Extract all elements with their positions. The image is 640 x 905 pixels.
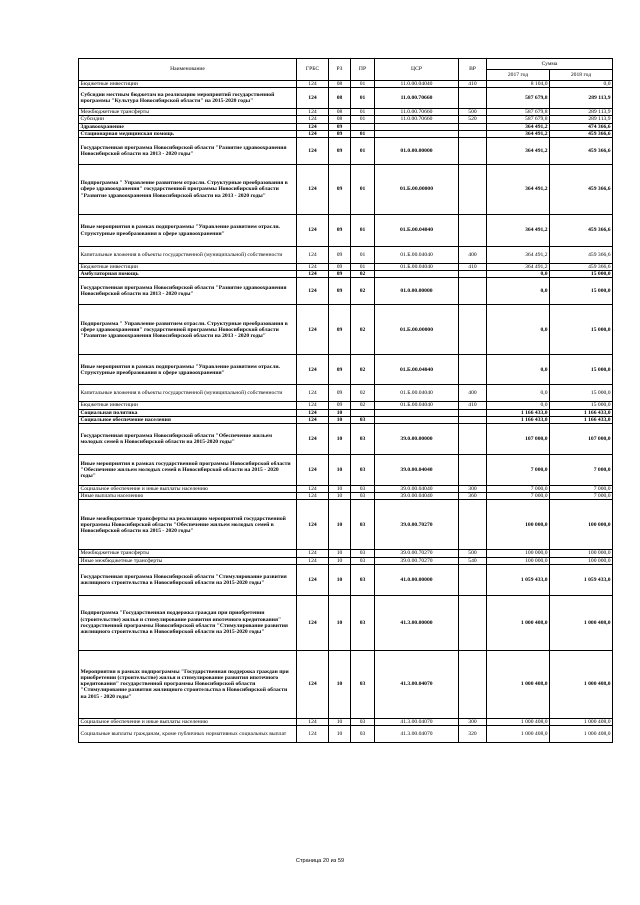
cell-sum-2017: 364 491,2 — [487, 165, 550, 215]
cell-grbs: 124 — [297, 278, 329, 305]
header-pr: ПР — [351, 59, 375, 81]
cell-pr: 03 — [351, 595, 375, 650]
cell-pr: 02 — [351, 355, 375, 385]
cell-csr: 01.Б.00.04040 — [375, 215, 459, 247]
cell-vr — [459, 424, 487, 455]
cell-name: Здравоохранение — [79, 123, 297, 130]
table-row — [79, 718, 613, 725]
cell-rz: 09 — [329, 130, 351, 137]
header-vr: ВР — [459, 59, 487, 81]
cell-csr: 41.3.00.04070 — [375, 726, 459, 743]
cell-vr: 360 — [459, 493, 487, 500]
cell-name: Иные мероприятия в рамках государственной программы Новосибирской области "Обеспечение жильем молодых семей в Новосибирской области на 2015 - 2020 годы" — [79, 455, 297, 486]
cell-sum-2018: 459 366,6 — [550, 264, 613, 271]
header-grbs: ГРБС — [297, 59, 329, 81]
cell-rz: 10 — [329, 557, 351, 564]
cell-grbs: 124 — [297, 557, 329, 564]
cell-csr: 39.0.00.04040 — [375, 455, 459, 486]
cell-csr: 01.0.00.00000 — [375, 138, 459, 165]
cell-grbs: 124 — [297, 271, 329, 278]
cell-grbs: 124 — [297, 385, 329, 402]
header-csr: ЦСР — [375, 59, 459, 81]
table-row — [79, 726, 613, 743]
table-row — [79, 81, 613, 88]
cell-csr: 39.0.00.70270 — [375, 550, 459, 557]
cell-pr: 02 — [351, 385, 375, 402]
cell-pr: 03 — [351, 726, 375, 743]
cell-sum-2018: 100 000,0 — [550, 550, 613, 557]
cell-rz: 09 — [329, 278, 351, 305]
cell-pr — [351, 123, 375, 130]
cell-rz: 10 — [329, 486, 351, 493]
cell-rz: 10 — [329, 500, 351, 550]
cell-csr: 11.0.00.04040 — [375, 81, 459, 88]
cell-name: Государственная программа Новосибирской области "Развитие здравоохранения Новосибирской области на 2013 - 2020 годы" — [79, 278, 297, 305]
cell-name: Субсидии местным бюджетам на реализацию мероприятий государственной программы "Культура Новосибирской области" на 2015-2020 годы" — [79, 88, 297, 109]
table-row — [79, 557, 613, 564]
table-row — [79, 247, 613, 264]
cell-sum-2018: 107 000,0 — [550, 424, 613, 455]
cell-rz: 10 — [329, 455, 351, 486]
table-row — [79, 424, 613, 455]
cell-rz: 08 — [329, 81, 351, 88]
cell-sum-2017: 7 000,0 — [487, 493, 550, 500]
table-row — [79, 88, 613, 109]
cell-pr: 03 — [351, 550, 375, 557]
cell-csr: 01.Б.00.04040 — [375, 385, 459, 402]
cell-sum-2018: 459 366,6 — [550, 247, 613, 264]
cell-name: Подпрограмма " Управление развитием отрасли. Структурные преобразования в сфере здравоохранения" государственной программы Новосибирской области "Развитие здравоохранения Новосибирской области на 2013 - 2020 годы" — [79, 165, 297, 215]
cell-vr — [459, 305, 487, 355]
cell-vr: 520 — [459, 116, 487, 123]
cell-grbs: 124 — [297, 88, 329, 109]
cell-rz: 10 — [329, 718, 351, 725]
cell-sum-2018: 15 000,0 — [550, 271, 613, 278]
cell-pr: 01 — [351, 81, 375, 88]
cell-name: Иные мероприятия в рамках подпрограммы "Управление развитием отрасли. Структурные преобразования в сфере здравоохранения" — [79, 355, 297, 385]
cell-vr: 300 — [459, 486, 487, 493]
cell-rz: 10 — [329, 493, 351, 500]
cell-grbs: 124 — [297, 416, 329, 423]
cell-pr: 03 — [351, 486, 375, 493]
cell-sum-2017: 0,0 — [487, 402, 550, 409]
header-year-2017: 2017 год — [487, 70, 550, 81]
cell-grbs: 124 — [297, 718, 329, 725]
cell-grbs: 124 — [297, 138, 329, 165]
cell-csr: 39.0.00.04040 — [375, 493, 459, 500]
cell-grbs: 124 — [297, 116, 329, 123]
header-name: Наименование — [79, 59, 297, 81]
cell-rz: 10 — [329, 650, 351, 718]
cell-sum-2018: 1 000 408,0 — [550, 726, 613, 743]
cell-sum-2017: 0,0 — [487, 355, 550, 385]
cell-vr — [459, 165, 487, 215]
cell-rz: 09 — [329, 305, 351, 355]
cell-vr — [459, 650, 487, 718]
cell-grbs: 124 — [297, 81, 329, 88]
cell-csr — [375, 123, 459, 130]
cell-pr: 01 — [351, 88, 375, 109]
cell-sum-2018: 459 366,6 — [550, 138, 613, 165]
table-row — [79, 138, 613, 165]
cell-csr — [375, 409, 459, 416]
cell-sum-2018: 100 000,0 — [550, 557, 613, 564]
cell-sum-2017: 587 679,8 — [487, 88, 550, 109]
cell-vr: 300 — [459, 718, 487, 725]
cell-vr — [459, 416, 487, 423]
table-row — [79, 564, 613, 595]
cell-pr: 03 — [351, 500, 375, 550]
cell-grbs: 124 — [297, 109, 329, 116]
cell-pr: 01 — [351, 138, 375, 165]
cell-sum-2018: 0,0 — [550, 81, 613, 88]
table-row — [79, 402, 613, 409]
table-row — [79, 650, 613, 718]
cell-name: Бюджетные инвестиции — [79, 264, 297, 271]
cell-sum-2018: 459 366,6 — [550, 215, 613, 247]
cell-name: Иные межбюджетные трансферты на реализацию мероприятий государственной программы Новосибирской области "Обеспечение жильем молодых семей в Новосибирской области на 2015 - 2020 годы" — [79, 500, 297, 550]
cell-csr: 01.0.00.00000 — [375, 278, 459, 305]
cell-pr: 03 — [351, 718, 375, 725]
cell-rz: 10 — [329, 409, 351, 416]
cell-name: Социальные выплаты гражданам, кроме публичных нормативных социальных выплат — [79, 726, 297, 743]
budget-table — [78, 58, 613, 743]
table-row — [79, 109, 613, 116]
cell-name: Социальная политика — [79, 409, 297, 416]
cell-rz: 09 — [329, 385, 351, 402]
cell-grbs: 124 — [297, 247, 329, 264]
cell-name: Государственная программа Новосибирской области "Стимулирование развития жилищного строительства в Новосибирской области на 2015-2020 годы" — [79, 564, 297, 595]
cell-pr: 02 — [351, 278, 375, 305]
cell-name: Социальное обеспечение и иные выплаты населению — [79, 718, 297, 725]
cell-sum-2018: 459 366,6 — [550, 130, 613, 137]
cell-vr — [459, 278, 487, 305]
cell-csr: 41.3.00.04070 — [375, 650, 459, 718]
cell-vr — [459, 123, 487, 130]
cell-grbs: 124 — [297, 564, 329, 595]
cell-name: Иные выплаты населению — [79, 493, 297, 500]
cell-grbs: 124 — [297, 500, 329, 550]
cell-vr — [459, 138, 487, 165]
cell-sum-2018: 1 000 408,0 — [550, 650, 613, 718]
cell-rz: 09 — [329, 264, 351, 271]
cell-sum-2017: 364 491,2 — [487, 123, 550, 130]
cell-sum-2017: 100 000,0 — [487, 550, 550, 557]
table-row — [79, 165, 613, 215]
cell-pr: 03 — [351, 455, 375, 486]
cell-rz: 09 — [329, 402, 351, 409]
cell-grbs: 124 — [297, 355, 329, 385]
cell-sum-2018: 1 000 408,0 — [550, 718, 613, 725]
cell-name: Государственная программа Новосибирской области "Развитие здравоохранения Новосибирской области на 2013 - 2020 годы" — [79, 138, 297, 165]
cell-vr — [459, 595, 487, 650]
table-row — [79, 550, 613, 557]
cell-rz: 09 — [329, 271, 351, 278]
cell-grbs: 124 — [297, 402, 329, 409]
cell-grbs: 124 — [297, 650, 329, 718]
cell-rz: 10 — [329, 564, 351, 595]
cell-vr: 500 — [459, 109, 487, 116]
cell-csr: 11.0.00.70660 — [375, 116, 459, 123]
cell-pr: 02 — [351, 402, 375, 409]
cell-sum-2017: 364 491,2 — [487, 247, 550, 264]
table-row — [79, 500, 613, 550]
cell-csr: 39.0.00.70270 — [375, 500, 459, 550]
cell-vr: 500 — [459, 550, 487, 557]
cell-vr — [459, 500, 487, 550]
cell-grbs: 124 — [297, 486, 329, 493]
cell-rz: 10 — [329, 416, 351, 423]
cell-name: Бюджетные инвестиции — [79, 81, 297, 88]
cell-sum-2017: 0,0 — [487, 305, 550, 355]
cell-sum-2017: 1 059 433,0 — [487, 564, 550, 595]
cell-sum-2017: 587 679,8 — [487, 109, 550, 116]
table-row — [79, 416, 613, 423]
cell-csr: 11.0.00.70660 — [375, 109, 459, 116]
cell-rz: 10 — [329, 726, 351, 743]
cell-vr: 540 — [459, 557, 487, 564]
cell-rz: 09 — [329, 123, 351, 130]
cell-sum-2018: 289 113,9 — [550, 88, 613, 109]
cell-csr: 01.Б.00.04040 — [375, 355, 459, 385]
cell-pr: 03 — [351, 424, 375, 455]
cell-csr: 39.0.00.00000 — [375, 424, 459, 455]
cell-sum-2018: 289 113,9 — [550, 116, 613, 123]
cell-name: Иные мероприятия в рамках подпрограммы "Управление развитием отрасли. Структурные преобразования в сфере здравоохранения" — [79, 215, 297, 247]
cell-sum-2018: 289 113,9 — [550, 109, 613, 116]
cell-sum-2018: 15 000,0 — [550, 402, 613, 409]
table-row — [79, 271, 613, 278]
table-header — [79, 59, 613, 81]
cell-name: Подпрограмма "Государственная поддержка граждан при приобретении (строительстве) жилья и стимулирование развития ипотечного кредитования" государственной программы Новосибирской области "Стимулирование развития жилищного строительства в Новосибирской области на 2015-2020 годы" — [79, 595, 297, 650]
cell-vr — [459, 455, 487, 486]
cell-vr — [459, 271, 487, 278]
cell-sum-2017: 0,0 — [487, 271, 550, 278]
cell-grbs: 124 — [297, 409, 329, 416]
cell-name: Подпрограмма " Управление развитием отрасли. Структурные преобразования в сфере здравоохранения" государственной программы Новосибирской области "Развитие здравоохранения Новосибирской области на 2013 - 2020 годы" — [79, 305, 297, 355]
header-sum: Сумма — [487, 59, 613, 70]
cell-pr: 03 — [351, 650, 375, 718]
page-number: Страница 20 из 59 — [295, 858, 345, 864]
cell-csr: 41.3.00.00000 — [375, 595, 459, 650]
cell-name: Бюджетные инвестиции — [79, 402, 297, 409]
cell-grbs: 124 — [297, 595, 329, 650]
cell-name: Капитальные вложения в объекты государственной (муниципальной) собственности — [79, 385, 297, 402]
header-year-2018: 2018 год — [550, 70, 613, 81]
cell-sum-2018: 1 166 433,0 — [550, 409, 613, 416]
cell-csr — [375, 416, 459, 423]
cell-pr: 03 — [351, 564, 375, 595]
cell-grbs: 124 — [297, 165, 329, 215]
cell-grbs: 124 — [297, 215, 329, 247]
table-row — [79, 264, 613, 271]
cell-sum-2017: 1 000 408,0 — [487, 650, 550, 718]
cell-name: Социальное обеспечение населения — [79, 416, 297, 423]
cell-pr: 01 — [351, 215, 375, 247]
document-page — [78, 58, 612, 743]
cell-sum-2018: 7 000,0 — [550, 486, 613, 493]
cell-sum-2017: 1 000 408,0 — [487, 595, 550, 650]
cell-sum-2017: 7 000,0 — [487, 486, 550, 493]
cell-csr: 01.Б.00.04040 — [375, 264, 459, 271]
cell-csr: 01.Б.00.04040 — [375, 402, 459, 409]
cell-rz: 09 — [329, 247, 351, 264]
cell-grbs: 124 — [297, 123, 329, 130]
cell-csr — [375, 271, 459, 278]
cell-sum-2017: 1 166 433,0 — [487, 416, 550, 423]
cell-sum-2017: 587 679,8 — [487, 116, 550, 123]
table-row — [79, 595, 613, 650]
cell-vr — [459, 215, 487, 247]
table-row — [79, 493, 613, 500]
cell-grbs: 124 — [297, 264, 329, 271]
cell-sum-2018: 15 000,0 — [550, 278, 613, 305]
cell-vr: 410 — [459, 264, 487, 271]
cell-pr: 02 — [351, 305, 375, 355]
cell-rz: 09 — [329, 138, 351, 165]
table-row — [79, 486, 613, 493]
cell-pr: 02 — [351, 271, 375, 278]
cell-sum-2018: 100 000,0 — [550, 500, 613, 550]
cell-vr — [459, 88, 487, 109]
cell-pr: 03 — [351, 416, 375, 423]
cell-name: Иные межбюджетные трансферты — [79, 557, 297, 564]
cell-sum-2017: 0,0 — [487, 278, 550, 305]
cell-name: Амбулаторная помощь — [79, 271, 297, 278]
cell-rz: 10 — [329, 595, 351, 650]
cell-vr: 400 — [459, 247, 487, 264]
cell-sum-2018: 1 166 433,0 — [550, 416, 613, 423]
table-row — [79, 215, 613, 247]
table-row — [79, 130, 613, 137]
cell-csr: 01.Б.00.00000 — [375, 305, 459, 355]
cell-pr: 01 — [351, 109, 375, 116]
cell-pr: 01 — [351, 165, 375, 215]
cell-sum-2018: 7 000,0 — [550, 493, 613, 500]
table-row — [79, 455, 613, 486]
cell-csr — [375, 130, 459, 137]
cell-grbs: 124 — [297, 493, 329, 500]
cell-name: Мероприятия в рамках подпрограммы "Государственная поддержка граждан при приобретении (строительстве) жилья и стимулирование развития ипотечного кредитования" государственной программы Новосибирской области "Стимулирование развития жилищного строительства в Новосибирской области на 2015 - 2020 годы" — [79, 650, 297, 718]
cell-rz: 09 — [329, 215, 351, 247]
cell-pr: 03 — [351, 493, 375, 500]
table-row — [79, 355, 613, 385]
cell-vr — [459, 130, 487, 137]
cell-csr: 41.3.00.04070 — [375, 718, 459, 725]
cell-sum-2018: 15 000,0 — [550, 305, 613, 355]
cell-pr: 03 — [351, 557, 375, 564]
cell-grbs: 124 — [297, 130, 329, 137]
table-row — [79, 278, 613, 305]
table-row — [79, 305, 613, 355]
cell-sum-2018: 1 059 433,0 — [550, 564, 613, 595]
cell-grbs: 124 — [297, 305, 329, 355]
cell-sum-2017: 1 000 408,0 — [487, 718, 550, 725]
cell-sum-2017: 364 491,2 — [487, 215, 550, 247]
cell-sum-2018: 459 366,6 — [550, 165, 613, 215]
cell-name: Межбюджетные трансферты — [79, 550, 297, 557]
cell-grbs: 124 — [297, 726, 329, 743]
cell-grbs: 124 — [297, 424, 329, 455]
cell-pr: 01 — [351, 130, 375, 137]
cell-vr: 410 — [459, 81, 487, 88]
cell-grbs: 124 — [297, 550, 329, 557]
cell-sum-2017: 0,0 — [487, 385, 550, 402]
cell-sum-2018: 7 000,0 — [550, 455, 613, 486]
cell-sum-2018: 1 000 408,0 — [550, 595, 613, 650]
cell-pr: 01 — [351, 264, 375, 271]
cell-vr: 400 — [459, 385, 487, 402]
cell-vr — [459, 409, 487, 416]
cell-sum-2017: 364 491,2 — [487, 264, 550, 271]
table-row — [79, 123, 613, 130]
cell-pr: 01 — [351, 116, 375, 123]
cell-sum-2017: 107 000,0 — [487, 424, 550, 455]
cell-sum-2017: 364 491,2 — [487, 130, 550, 137]
cell-name: Капитальные вложения в объекты государственной (муниципальной) собственности — [79, 247, 297, 264]
table-row — [79, 385, 613, 402]
cell-sum-2018: 15 000,0 — [550, 385, 613, 402]
cell-csr: 11.0.00.70660 — [375, 88, 459, 109]
cell-name: Социальное обеспечение и иные выплаты населению — [79, 486, 297, 493]
cell-vr: 410 — [459, 402, 487, 409]
cell-name: Государственная программа Новосибирской области "Обеспечение жильем молодых семей в Новосибирской области на 2015-2020 годы" — [79, 424, 297, 455]
header-rz: РЗ — [329, 59, 351, 81]
table-row — [79, 409, 613, 416]
cell-sum-2017: 1 166 433,0 — [487, 409, 550, 416]
cell-rz: 08 — [329, 109, 351, 116]
cell-rz: 10 — [329, 550, 351, 557]
cell-name: Стационарная медицинская помощь — [79, 130, 297, 137]
cell-pr: 01 — [351, 247, 375, 264]
cell-grbs: 124 — [297, 455, 329, 486]
table-body — [79, 81, 613, 743]
cell-name: Субсидии — [79, 116, 297, 123]
cell-csr: 39.0.00.70270 — [375, 557, 459, 564]
cell-sum-2017: 1 000 408,0 — [487, 726, 550, 743]
cell-sum-2017: 7 000,0 — [487, 455, 550, 486]
cell-rz: 08 — [329, 88, 351, 109]
cell-csr: 01.Б.00.00000 — [375, 165, 459, 215]
cell-vr: 320 — [459, 726, 487, 743]
table-row — [79, 116, 613, 123]
cell-sum-2017: 100 000,0 — [487, 557, 550, 564]
cell-sum-2018: 474 366,6 — [550, 123, 613, 130]
cell-csr: 41.0.00.00000 — [375, 564, 459, 595]
cell-vr — [459, 355, 487, 385]
cell-sum-2017: 364 491,2 — [487, 138, 550, 165]
cell-name: Межбюджетные трансферты — [79, 109, 297, 116]
cell-sum-2018: 15 000,0 — [550, 355, 613, 385]
cell-csr: 01.Б.00.04040 — [375, 247, 459, 264]
cell-sum-2017: 8 104,0 — [487, 81, 550, 88]
cell-rz: 08 — [329, 116, 351, 123]
cell-sum-2017: 100 000,0 — [487, 500, 550, 550]
cell-rz: 09 — [329, 165, 351, 215]
cell-rz: 10 — [329, 424, 351, 455]
cell-pr — [351, 409, 375, 416]
cell-vr — [459, 564, 487, 595]
cell-csr: 39.0.00.04040 — [375, 486, 459, 493]
cell-rz: 09 — [329, 355, 351, 385]
